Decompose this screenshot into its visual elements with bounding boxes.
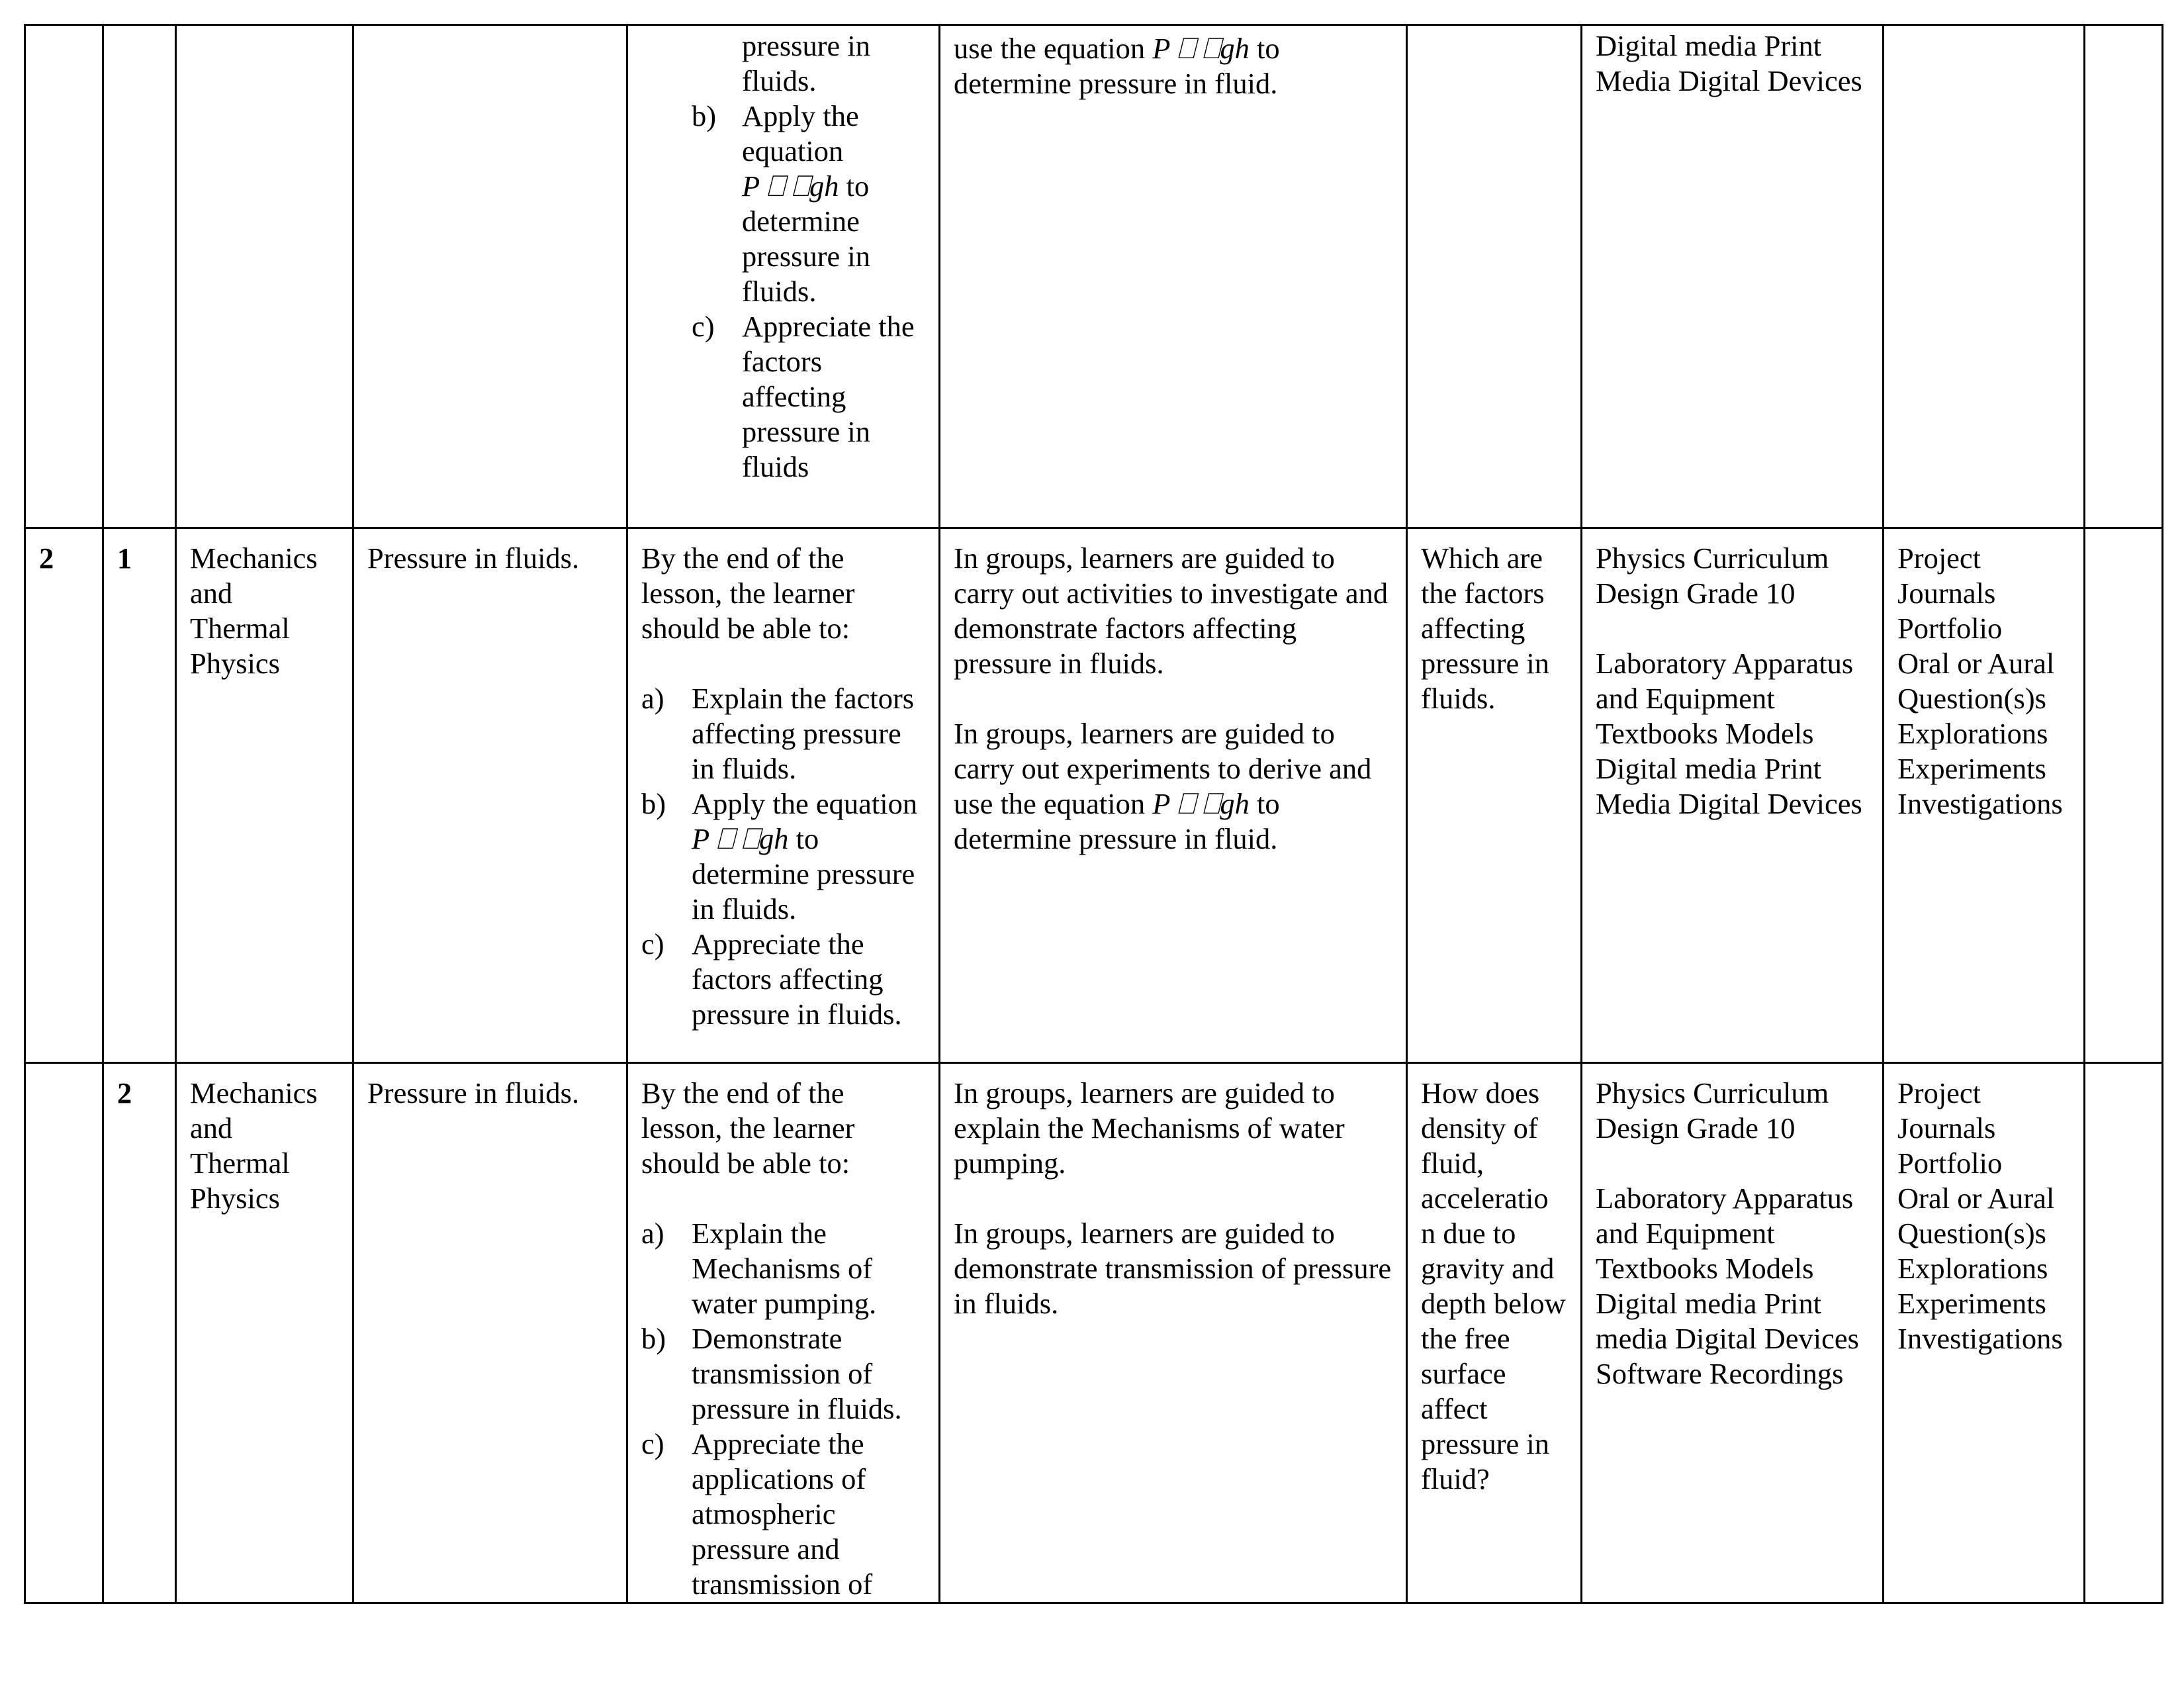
list-item: b) Demonstrate transmission of pressure in fluids. [641,1322,902,1425]
equation: P ⎕ ⎕gh [692,822,789,855]
assessment-cell [1884,25,2085,528]
list-item: a) Explain the factors affecting pressure in fluids. [641,682,915,785]
continuation-text: pressure in fluids. [742,29,871,97]
sub-strand-cell: Pressure in fluids. [353,528,627,1063]
key-inquiry-cell: Which are the factors affecting pressure in fluids. [1407,528,1582,1063]
objectives-list [641,681,925,1032]
assessment-cell: Project Journals Portfolio Oral or Aural Question(s)s Explorations Experiments Investigations [1884,528,2085,1063]
learning-outcomes-cell: By the end of the lesson, the learner should be able to: a) Explain the factors affecting pressure in fluids. b) Apply the equation P ⎕ ⎕gh to determine pressure in fluids. c) Appreciate the factors affecting pressure in fluids. [627,528,940,1063]
lesson-cell [103,25,176,528]
reflection-cell [2085,25,2163,528]
assessment-cell: Project Journals Portfolio Oral or Aural Question(s)s Explorations Experiments Investigations [1884,1063,2085,1603]
strand-cell: Mechanics and Thermal Physics [176,528,353,1063]
lesson-cell: 1 [103,528,176,1063]
strand-cell: Mechanics and Thermal Physics [176,1063,353,1603]
week-cell: 2 [25,528,103,1063]
experience-text: use the equation P ⎕ ⎕gh to determine pressure in fluid. [954,32,1280,100]
list-item: b) Apply the equation P ⎕ ⎕gh to determine pressure in fluids. [641,787,918,925]
learning-experiences-cell: In groups, learners are guided to explain the Mechanisms of water pumping. In groups, learners are guided to demonstrate transmission of pressure in fluids. [940,1063,1407,1603]
key-inquiry-cell: How does density of fluid, acceleratio n due to gravity and depth below the free surface affect pressure in fluid? [1407,1063,1582,1603]
reflection-cell [2085,528,2163,1063]
sub-strand-cell: Pressure in fluids. [353,1063,627,1603]
resources-cell: Physics Curriculum Design Grade 10 Laboratory Apparatus and Equipment Textbooks Models Digital media Print Media Digital Devices [1582,528,1884,1063]
objectives-list [692,99,925,485]
equation: P ⎕ ⎕gh [1152,32,1250,65]
list-item: c) Appreciate the factors affecting pressure in fluids. [641,927,902,1031]
learning-outcomes-cell [627,25,940,528]
learning-outcomes-cell: By the end of the lesson, the learner should be able to: a) Explain the Mechanisms of water pumping. b) Demonstrate transmission of pressure in fluids. c) Appreciate the applications of atmospheric pressure and transmission of [627,1063,940,1603]
week-cell [25,25,103,528]
experience-text: In groups, learners are guided to carry out experiments to derive and use the equation P ⎕ ⎕gh to determine pressure in fluid. [954,717,1372,855]
list-item: b) Apply the equation P ⎕ ⎕gh to determine pressure in fluids. [692,99,871,308]
sub-strand-cell [353,25,627,528]
learning-experiences-cell: In groups, learners are guided to carry out activities to investigate and demonstrate factors affecting pressure in fluids. In groups, learners are guided to carry out experiments to derive and use the equation P ⎕ ⎕gh to determine pressure in fluid. [940,528,1407,1063]
objectives-list [641,1216,925,1602]
scheme-of-work-page [24,24,2161,1604]
table-row [25,528,2163,1063]
list-item: c) Appreciate the factors affecting pressure in fluids [692,310,915,483]
reflection-cell [2085,1063,2163,1603]
table-row [25,25,2163,528]
resources-cell: Digital media Print Media Digital Devices [1582,25,1884,528]
equation: P ⎕ ⎕gh [742,169,839,203]
list-item: c) Appreciate the applications of atmospheric pressure and transmission of [641,1427,873,1601]
key-inquiry-cell [1407,25,1582,528]
resources-cell: Physics Curriculum Design Grade 10 Laboratory Apparatus and Equipment Textbooks Models Digital media Print media Digital Devices Software Recordings [1582,1063,1884,1603]
scheme-of-work-table [24,24,2163,1604]
learning-experiences-cell [940,25,1407,528]
equation: P ⎕ ⎕gh [1152,787,1250,820]
week-cell [25,1063,103,1603]
table-row [25,1063,2163,1603]
lesson-cell: 2 [103,1063,176,1603]
strand-cell [176,25,353,528]
list-item: a) Explain the Mechanisms of water pumping. [641,1217,877,1320]
